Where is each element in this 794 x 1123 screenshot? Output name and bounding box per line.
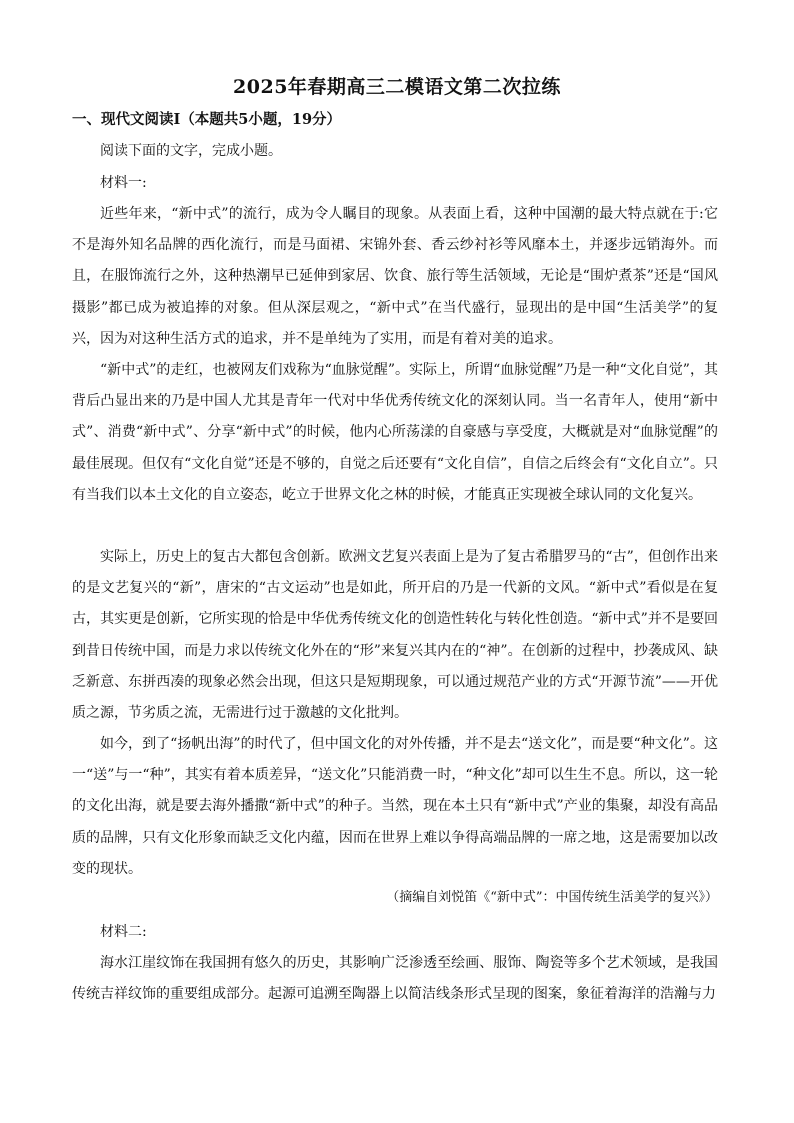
material-two-label: 材料二: [100,924,147,940]
source-citation: （摘编自刘悦笛《“新中式”：中国传统生活美学的复兴》） [386,890,718,905]
section-heading: 一、现代文阅读Ⅰ（本题共5小题，19分） [72,111,342,128]
body-paragraph: “新中式”的走红，也被网友们戏称为“血脉觉醒”。实际上，所谓“血脉觉醒”乃是一种“文化自觉”，其背后凸显出来的乃是中国人尤其是青年一代对中华优秀传统文化的深刻认同。当一名青年人，使用“新中式”、消费“新中式”、分享“新中式”的时候，他内心所荡漾的自豪感与享受度，大概就是对“血脉觉醒”的最佳展现。但仅有“文化自觉”还是不够的，自觉之后还要有“文化自信”，自信之后终会有“文化自立”。只有当我们以本土文化的自立姿态，屹立于世界文化之林的时候，才能真正实现被全球认同的文化复兴。 [72,362,718,503]
body-paragraph: 如今，到了“扬帆出海”的时代了，但中国文化的对外传播，并不是去“送文化”，而是要“种文化”。这一“送”与一“种”，其实有着本质差异，“送文化”只能消费一时，“种文化”却可以生生不息。所以，这一轮的文化出海，就是要去海外播撒“新中式”的种子。当然，现在本土只有“新中式”产业的集聚，却没有高品质的品牌，只有文化形象而缺乏文化内蕴，因而在世界上难以争得高端品牌的一席之地，这是需要加以改变的现状。 [72,736,718,877]
body-paragraph: 近些年来，“新中式”的流行，成为令人瞩目的现象。从表面上看，这种中国潮的最大特点就在于:它不是海外知名品牌的西化流行，而是马面裙、宋锦外套、香云纱衬衫等风靡本土，并逐步远销海外。而且，在服饰流行之外，这种热潮早已延伸到家居、饮食、旅行等生活领域，无论是“围炉煮茶”还是“国风摄影”都已成为被追捧的对象。但从深层观之，“新中式”在当代盛行，显现出的是中国“生活美学”的复兴，因为对这种生活方式的追求，并不是单纯为了实用，而是有着对美的追求。 [72,206,718,347]
reading-instruction: 阅读下面的文字，完成小题。 [100,143,282,159]
body-paragraph: 海水江崖纹饰在我国拥有悠久的历史，其影响广泛渗透至绘画、服饰、陶瓷等多个艺术领域，是我国传统吉祥纹饰的重要组成部分。起源可追溯至陶器上以简洁线条形式呈现的图案，象征着海洋的浩瀚与力 [72,955,718,1003]
material-one-label: 材料一: [100,175,147,191]
document-title: 2025年春期高三二模语文第二次拉练 [233,76,561,98]
body-paragraph: 实际上，历史上的复古大都包含创新。欧洲文艺复兴表面上是为了复古希腊罗马的“古”，但创作出来的是文艺复兴的“新”，唐宋的“古文运动”也是如此，所开启的乃是一代新的文风。“新中式”看似是在复古，其实更是创新，它所实现的恰是中华优秀传统文化的创造性转化与转化性创造。“新中式”并不是要回到昔日传统中国，而是力求以传统文化外在的“形”来复兴其内在的“神”。在创新的过程中，抄袭成风、缺乏新意、东拼西凑的现象必然会出现，但这只是短期现象，可以通过规范产业的方式“开源节流”——开优质之源，节劣质之流，无需进行过于激越的文化批判。 [72,549,718,722]
